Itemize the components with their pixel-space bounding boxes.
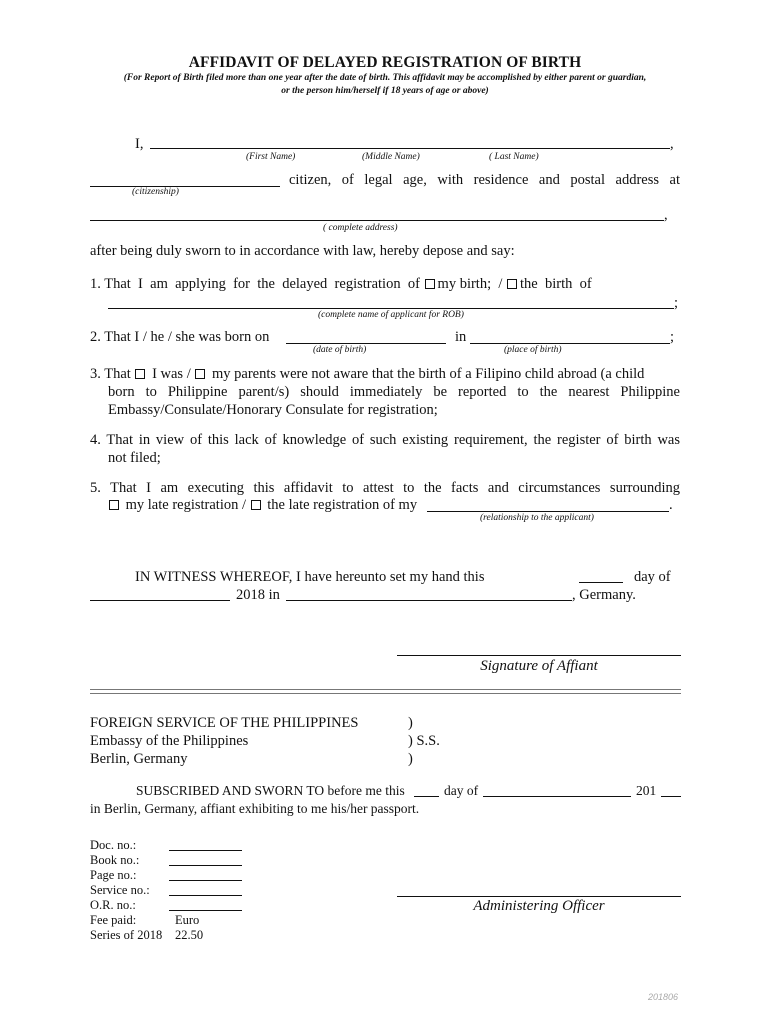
birth-date-field[interactable] [286, 343, 446, 344]
applicant-name-field[interactable] [108, 308, 674, 309]
last-name-caption: ( Last Name) [489, 152, 539, 162]
my-late-registration-checkbox[interactable] [109, 500, 119, 510]
doc-field[interactable] [169, 865, 242, 866]
semicolon: ; [674, 295, 679, 311]
middle-name-caption: (Middle Name) [362, 152, 420, 162]
doc-label: Service no.: [90, 883, 150, 897]
witness-day-of: day of [634, 569, 671, 585]
my-birth-checkbox[interactable] [425, 279, 435, 289]
item-5-line-2 [108, 497, 417, 514]
item-5-line-1: 5. That I am executing this affidavit to attest to the facts and circumstances surrounding [90, 480, 680, 496]
applicant-name-caption: (complete name of applicant for ROB) [318, 310, 464, 320]
late-registration-of-checkbox[interactable] [251, 500, 261, 510]
item-1-option-1: my birth; / [437, 276, 503, 292]
address-caption: ( complete address) [323, 223, 398, 233]
item-5-option-2: the late registration of my [267, 497, 418, 513]
period: . [669, 497, 673, 513]
doc-label: Doc. no.: [90, 838, 137, 852]
doc-field[interactable] [169, 850, 242, 851]
ss-label: ) S.S. [408, 733, 440, 749]
item-3-line-3: Embassy/Consulate/Honorary Consulate for registration; [108, 402, 438, 418]
comma: , [670, 136, 674, 152]
subscribed-line-2: in Berlin, Germany, affiant exhibiting to me his/her passport. [90, 801, 420, 816]
office-line-1: FOREIGN SERVICE OF THE PHILIPPINES [90, 715, 359, 731]
office-line-3: Berlin, Germany [90, 751, 188, 767]
doc-field[interactable] [169, 910, 242, 911]
i-label: I, [135, 136, 144, 152]
paren-3: ) [408, 751, 413, 767]
doc-row [90, 898, 162, 913]
citizenship-field[interactable] [90, 186, 280, 187]
doc-row [90, 883, 162, 898]
day-field[interactable] [579, 582, 623, 583]
doc-label: O.R. no.: [90, 898, 136, 912]
item-2-text: 2. That I / he / she was born on [90, 329, 270, 345]
doc-row [90, 928, 162, 943]
birth-place-field[interactable] [470, 343, 670, 344]
doc-row [90, 868, 162, 883]
officer-signature-line[interactable] [397, 896, 681, 897]
item-2-in: in [455, 329, 467, 345]
subscribed-month-field[interactable] [483, 796, 631, 797]
doc-row [90, 853, 162, 868]
subscribed-text: SUBSCRIBED AND SWORN TO before me this [136, 783, 405, 798]
subscribed-day-of: day of [444, 783, 479, 798]
item-1 [90, 276, 680, 293]
signature-caption: Signature of Affiant [480, 658, 598, 674]
doc-label: Series of 2018 [90, 928, 163, 942]
birth-place-caption: (place of birth) [504, 345, 562, 355]
docs-table [90, 838, 204, 943]
witness-year-in: 2018 in [236, 587, 280, 603]
item-5-option-1: my late registration / [125, 497, 247, 513]
birth-of-checkbox[interactable] [507, 279, 517, 289]
relationship-field[interactable] [427, 511, 669, 512]
section-divider [90, 689, 681, 694]
paren-1: ) [408, 715, 413, 731]
doc-field[interactable] [169, 880, 242, 881]
month-field[interactable] [90, 600, 230, 601]
my-parents-checkbox[interactable] [195, 369, 205, 379]
document-subtitle [100, 72, 670, 98]
sworn-statement: after being duly sworn to in accordance with law, hereby depose and say: [90, 243, 515, 259]
item-3-line-1 [90, 366, 644, 383]
address-field[interactable] [90, 220, 664, 221]
footer-code: 201806 [647, 992, 678, 1002]
i-was-checkbox[interactable] [135, 369, 145, 379]
subscribed-year-field[interactable] [661, 796, 681, 797]
birth-date-caption: (date of birth) [313, 345, 367, 355]
item-3-that: 3. That [90, 366, 131, 382]
comma: , [664, 207, 668, 223]
item-1-option-2: the birth of [520, 276, 592, 292]
item-3-i-was: I was / [152, 366, 191, 382]
affiant-signature-line[interactable] [397, 655, 681, 656]
office-line-2: Embassy of the Philippines [90, 733, 249, 749]
name-field[interactable] [150, 148, 670, 149]
subscribed-year: 201 [636, 783, 657, 798]
item-1-text: 1. That I am applying for the delayed registration of [90, 276, 420, 292]
relationship-caption: (relationship to the applicant) [480, 513, 594, 523]
officer-caption: Administering Officer [473, 898, 605, 914]
subtitle-line-1: (For Report of Birth filed more than one year after the date of birth. This affidavit may be accomplished by either parent or guardian, [123, 73, 647, 83]
item-3-text: my parents were not aware that the birth of a Filipino child abroad (a child [211, 366, 645, 382]
city-field[interactable] [286, 600, 572, 601]
witness-germany: , Germany. [572, 587, 636, 603]
citizen-text: citizen, of legal age, with residence and postal address at [289, 172, 680, 188]
semicolon: ; [670, 329, 675, 345]
item-3-line-2: born to Philippine parent/s) should immediately be reported to the nearest Philippine [108, 384, 680, 400]
doc-row [90, 838, 162, 853]
first-name-caption: (First Name) [246, 152, 296, 162]
witness-text: IN WITNESS WHEREOF, I have hereunto set my hand this [135, 569, 485, 585]
doc-label: Page no.: [90, 868, 137, 882]
fee-value: Euro 22.50 [175, 913, 204, 942]
doc-label: Fee paid: [90, 913, 137, 927]
item-4-line-2: not filed; [108, 450, 161, 466]
subtitle-line-2: or the person him/herself if 18 years of age or above) [281, 86, 489, 96]
doc-field[interactable] [169, 895, 242, 896]
subscribed-day-field[interactable] [414, 796, 439, 797]
document-title: AFFIDAVIT OF DELAYED REGISTRATION OF BIRTH [188, 54, 582, 71]
item-4-line-1: 4. That in view of this lack of knowledge of such existing requirement, the register of birth was [90, 432, 680, 448]
citizenship-caption: (citizenship) [132, 187, 179, 197]
doc-label: Book no.: [90, 853, 140, 867]
